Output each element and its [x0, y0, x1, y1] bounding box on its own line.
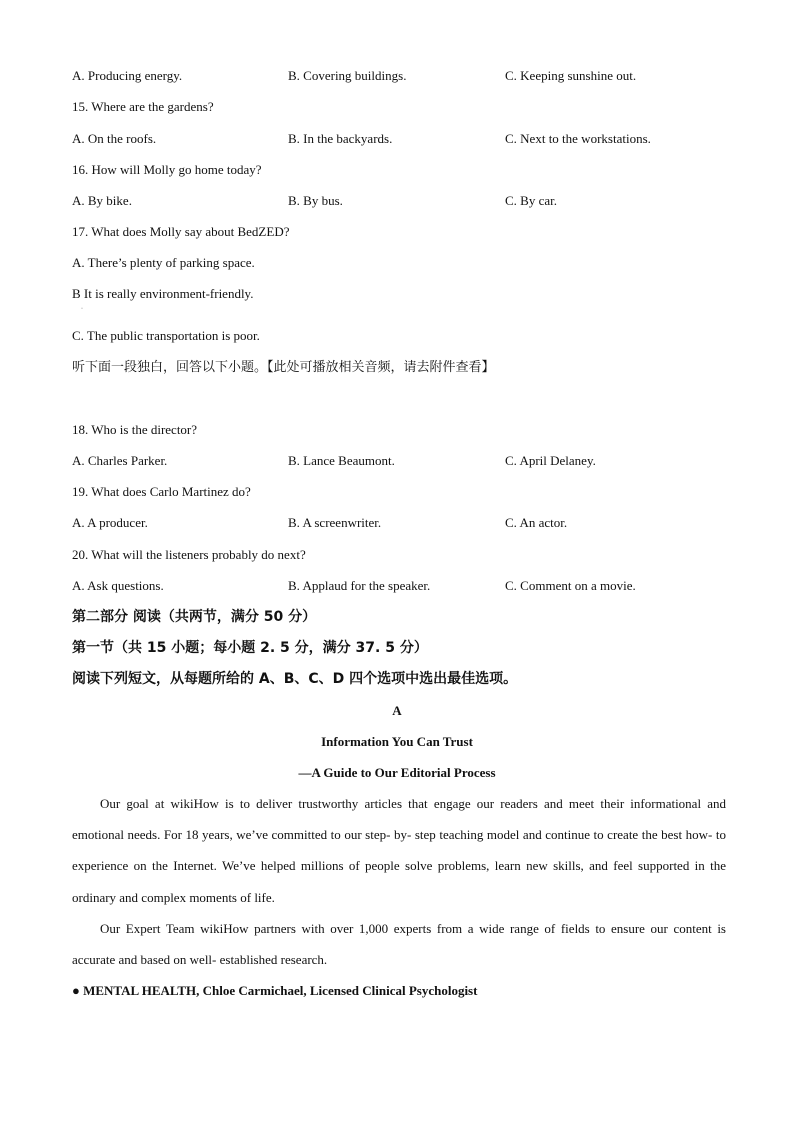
q17-stem: 17. What does Molly say about BedZED?: [72, 224, 290, 239]
q14-option-b: B. Covering buildings.: [288, 68, 407, 83]
q16-stem: 16. How will Molly go home today?: [72, 162, 262, 177]
decorative-dot: ·: [81, 306, 83, 312]
reading-instruction: 阅读下列短文，从每题所给的 A、B、C、D 四个选项中选出最佳选项。: [72, 671, 518, 687]
q15-option-c: C. Next to the workstations.: [505, 131, 651, 146]
q15-option-a: A. On the roofs.: [72, 131, 157, 146]
q19-option-a: A. A producer.: [72, 515, 148, 530]
q16-option-a: A. By bike.: [72, 193, 132, 208]
q17-option-b: B It is really environment-friendly.: [72, 286, 254, 301]
section1-heading: 第一节（共 15 小题；每小题 2. 5 分，满分 37. 5 分）: [72, 640, 428, 656]
q14-option-a: A. Producing energy.: [72, 68, 183, 83]
q16-option-c: C. By car.: [505, 193, 557, 208]
passage-subtitle: —A Guide to Our Editorial Process: [298, 765, 496, 780]
q16-option-b: B. By bus.: [288, 193, 343, 208]
q19-option-c: C. An actor.: [505, 515, 568, 530]
monologue-instruction: 听下面一段独白，回答以下小题。【此处可播放相关音频，请去附件查看】: [72, 360, 495, 375]
q17-option-a: A. There’s plenty of parking space.: [72, 255, 255, 270]
q20-option-a: A. Ask questions.: [72, 578, 164, 593]
passage-paragraph-2: Our Expert Team wikiHow partners with over 1,000 experts from a wide range of fields to ensure our content is accurate and based on well- established research.: [72, 921, 726, 968]
q19-option-b: B. A screenwriter.: [288, 515, 382, 530]
passage-letter: A: [392, 703, 402, 718]
q15-stem: 15. Where are the gardens?: [72, 99, 214, 114]
q18-option-a: A. Charles Parker.: [72, 453, 168, 468]
part2-heading: 第二部分 阅读（共两节，满分 50 分）: [72, 609, 317, 625]
q20-stem: 20. What will the listeners probably do next?: [72, 547, 306, 562]
q18-option-b: B. Lance Beaumont.: [288, 453, 395, 468]
q17-option-c: C. The public transportation is poor.: [72, 328, 260, 343]
q14-option-c: C. Keeping sunshine out.: [505, 68, 637, 83]
q15-option-b: B. In the backyards.: [288, 131, 393, 146]
q20-option-c: C. Comment on a movie.: [505, 578, 636, 593]
q18-option-c: C. April Delaney.: [505, 453, 596, 468]
passage-title: Information You Can Trust: [321, 734, 473, 749]
q19-stem: 19. What does Carlo Martinez do?: [72, 484, 251, 499]
q20-option-b: B. Applaud for the speaker.: [288, 578, 431, 593]
q18-stem: 18. Who is the director?: [72, 422, 198, 437]
passage-paragraph-1: Our goal at wikiHow is to deliver trustworthy articles that engage our readers and meet their informational and emotional needs. For 18 years, we’ve committed to our step- by- step teaching model and continue to create the best how- to experience on the Internet. We’ve helped millions of people solve problems, learn new skills, and feel supported in the ordinary and complex moments of life.: [72, 796, 726, 905]
expert-bullet: ● MENTAL HEALTH, Chloe Carmichael, Licensed Clinical Psychologist: [72, 983, 478, 998]
